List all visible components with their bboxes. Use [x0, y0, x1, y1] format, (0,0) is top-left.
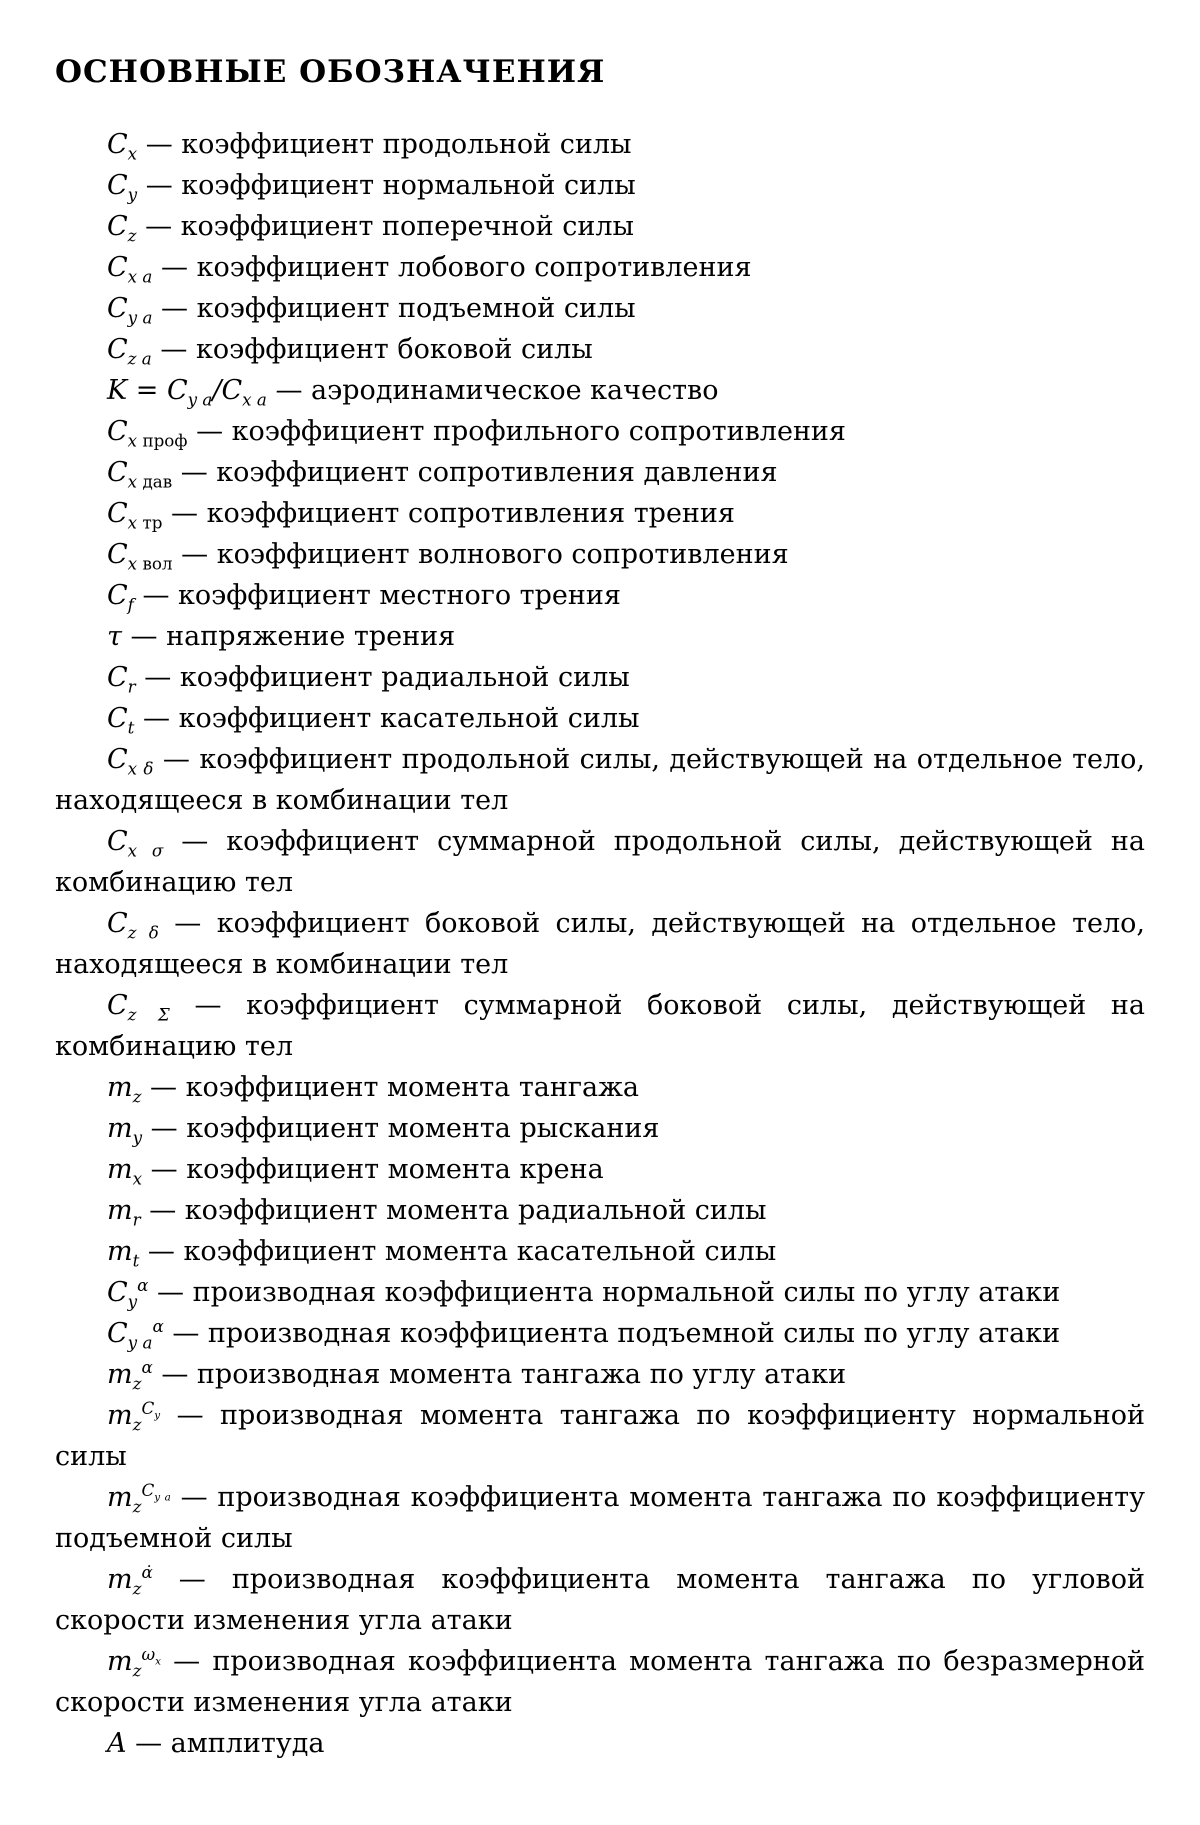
notation-description: — производная коэффициента момента тангажа по угловой скорости изменения угла атаки: [55, 1564, 1145, 1636]
notation-entry: [55, 1108, 1145, 1149]
section-title: ОСНОВНЫЕ ОБОЗНАЧЕНИЯ: [55, 54, 606, 90]
notation-symbol: $C_y^\alpha$: [107, 1275, 149, 1312]
notation-entry: [55, 1313, 1145, 1354]
notation-entry: [55, 206, 1145, 247]
notation-symbol: $C_{y a}^\alpha$: [107, 1316, 164, 1353]
notation-symbol: $C_{z \Sigma}$: [107, 990, 170, 1025]
notation-symbol: $m_y$: [107, 1113, 143, 1148]
notation-entry: [55, 370, 1145, 411]
notation-description: — коэффициент местного трения: [133, 580, 621, 611]
notation-description: — производная коэффициента нормальной силы по углу атаки: [148, 1277, 1061, 1308]
notation-entry: [55, 1354, 1145, 1395]
notation-description: — коэффициент момента радиальной силы: [140, 1195, 767, 1226]
notation-description: — коэффициент момента тангажа: [141, 1072, 640, 1103]
notation-entry: [55, 411, 1145, 452]
notation-entry: [55, 329, 1145, 370]
notation-description: — коэффициент волнового сопротивления: [172, 539, 789, 570]
notation-description: — коэффициент продольной силы, действующей на отдельное тело, находящееся в комбинации тел: [55, 744, 1146, 816]
notation-entry: [55, 1559, 1145, 1641]
notation-symbol: $C_{z \delta}$: [107, 908, 159, 943]
notation-description: — коэффициент момента рыскания: [142, 1113, 660, 1144]
notation-entry: [55, 165, 1145, 206]
notation-entry: [55, 739, 1145, 821]
notation-description: — коэффициент лобового сопротивления: [152, 252, 752, 283]
notation-entry: [55, 1272, 1145, 1313]
notation-description: — коэффициент суммарной продольной силы, действующей на комбинацию тел: [55, 826, 1145, 898]
notation-entry: [55, 288, 1145, 329]
notation-entry: [55, 1641, 1145, 1723]
notation-entry: [55, 616, 1145, 657]
notation-description: — коэффициент нормальной силы: [137, 170, 636, 201]
notation-description: — коэффициент подъемной силы: [152, 293, 636, 324]
notation-entry: [55, 903, 1145, 985]
notation-symbol: $C_f$: [107, 580, 134, 615]
notation-entry: [55, 534, 1145, 575]
notation-entry: [55, 452, 1145, 493]
notation-symbol: $m_r$: [107, 1195, 141, 1230]
notation-description: — коэффициент суммарной боковой силы, действующей на комбинацию тел: [55, 990, 1145, 1062]
notation-symbol: $C_{x \sigma}$: [107, 826, 164, 861]
notation-description: — коэффициент профильного сопротивления: [187, 416, 846, 447]
notation-entry: [55, 493, 1145, 534]
notation-description: — производная коэффициента подъемной силы по углу атаки: [163, 1318, 1061, 1349]
notation-description: — коэффициент сопротивления трения: [162, 498, 735, 529]
notation-symbol: $C_{y a}$: [107, 293, 153, 328]
notation-description: — производная коэффициента момента тангажа по безразмерной скорости изменения угла атаки: [55, 1646, 1145, 1718]
notation-entry: [55, 1477, 1145, 1559]
notation-entry: [55, 1190, 1145, 1231]
notation-entry: [55, 985, 1145, 1067]
notation-description: — амплитуда: [126, 1728, 325, 1759]
notation-description: — коэффициент продольной силы: [137, 129, 632, 160]
notation-entry: [55, 1231, 1145, 1272]
notation-symbol: $C_{x a}$: [107, 252, 153, 287]
notation-symbol: τ: [107, 621, 122, 652]
notation-symbol: $m_t$: [107, 1236, 140, 1271]
notation-symbol: $C_{z a}$: [107, 334, 152, 369]
notation-symbol: $C_{x тр}$: [107, 498, 163, 533]
notation-symbol: $C_x$: [107, 129, 138, 164]
notation-symbol: $m_z^{C_y}$: [107, 1398, 161, 1435]
notation-entry: [55, 821, 1145, 903]
notation-symbol: $C_{x проф}$: [107, 416, 188, 451]
notation-description: — аэродинамическое качество: [266, 375, 719, 406]
notation-description: — производная момента тангажа по коэффициенту нормальной силы: [55, 1400, 1145, 1472]
notation-description: — коэффициент момента касательной силы: [139, 1236, 777, 1267]
notation-entry: [55, 124, 1145, 165]
document-page: [55, 40, 1145, 1764]
notation-entry: [55, 1149, 1145, 1190]
notation-symbol: $m_x$: [107, 1154, 143, 1189]
notation-symbol: $m_z^{C_{y a}}$: [107, 1480, 171, 1517]
notation-description: — производная момента тангажа по углу атаки: [152, 1359, 847, 1390]
notation-entry: [55, 575, 1145, 616]
notation-description: — коэффициент поперечной силы: [136, 211, 634, 242]
notation-symbol: $C_t$: [107, 703, 135, 738]
notation-description: — производная коэффициента момента тангажа по коэффициенту подъемной силы: [55, 1482, 1145, 1554]
notation-entry: [55, 698, 1145, 739]
notation-description: — коэффициент боковой силы: [151, 334, 593, 365]
notation-symbol: A: [107, 1728, 127, 1759]
notation-symbol: $C_{x вол}$: [107, 539, 173, 574]
notation-symbol: $m_z^\alpha$: [107, 1357, 153, 1394]
notation-description: — коэффициент радиальной силы: [135, 662, 630, 693]
notation-symbol: $C_{x \delta}$: [107, 744, 154, 779]
notation-list: [55, 124, 1145, 1764]
notation-entry: [55, 247, 1145, 288]
notation-entry: [55, 1723, 1145, 1764]
notation-symbol: $C_z$: [107, 211, 137, 246]
notation-entry: [55, 657, 1145, 698]
notation-description: — коэффициент боковой силы, действующей на отдельное тело, находящееся в комбинации тел: [55, 908, 1145, 980]
notation-description: — коэффициент сопротивления давления: [172, 457, 778, 488]
notation-symbol: $m_z$: [107, 1072, 142, 1107]
notation-description: — напряжение трения: [121, 621, 456, 652]
notation-entry: [55, 1067, 1145, 1108]
notation-symbol: $C_r$: [107, 662, 136, 697]
notation-symbol: $m_z^{\alphȧ}$: [107, 1562, 153, 1599]
notation-entry: [55, 1395, 1145, 1477]
notation-symbol: $m_z^{\omega_x}$: [107, 1644, 161, 1681]
notation-symbol: $C_y$: [107, 170, 138, 205]
notation-symbol: $K = C_{y a}/C_{x a}$: [107, 375, 267, 410]
notation-description: — коэффициент касательной силы: [134, 703, 640, 734]
notation-description: — коэффициент момента крена: [142, 1154, 604, 1185]
notation-symbol: $C_{x дав}$: [107, 457, 173, 492]
